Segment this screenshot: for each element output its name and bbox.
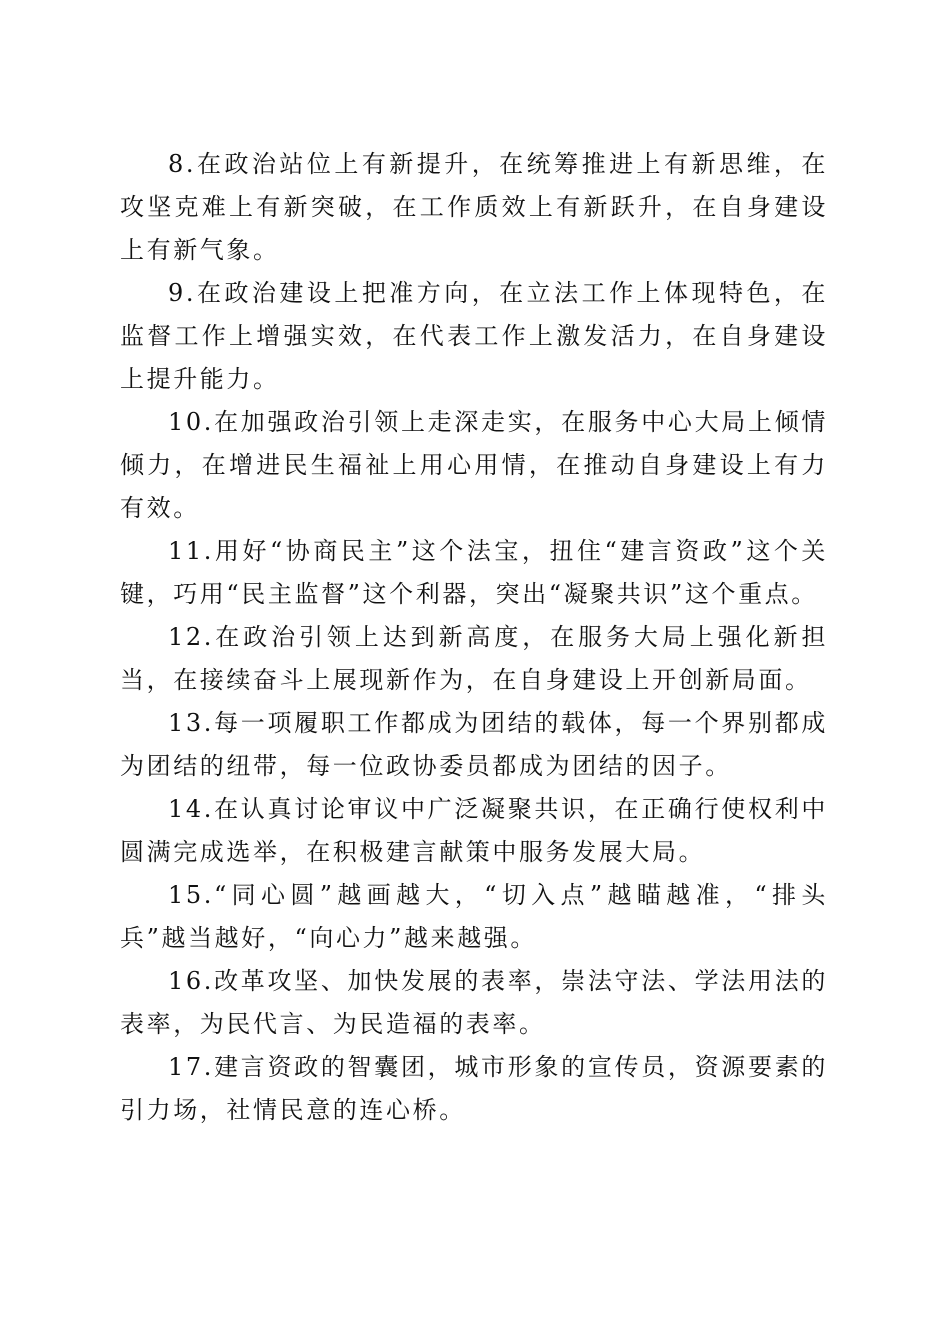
paragraph-12: 12.在政治引领上达到新高度，在服务大局上强化新担当，在接续奋斗上展现新作为，在自身建设上开创新局面。 — [120, 623, 828, 694]
paragraph-8: 8.在政治站位上有新提升，在统筹推进上有新思维，在攻坚克难上有新突破，在工作质效上有新跃升，在自身建设上有新气象。 — [120, 150, 828, 264]
paragraph-15: 15.“同心圆”越画越大，“切入点”越瞄越准，“排头兵”越当越好，“向心力”越来越强。 — [120, 881, 828, 952]
paragraph-16: 16.改革攻坚、加快发展的表率，崇法守法、学法用法的表率，为民代言、为民造福的表率。 — [120, 967, 828, 1038]
paragraph-9: 9.在政治建设上把准方向，在立法工作上体现特色，在监督工作上增强实效，在代表工作上激发活力，在自身建设上提升能力。 — [120, 279, 828, 393]
paragraph-11: 11.用好“协商民主”这个法宝，扭住“建言资政”这个关键，巧用“民主监督”这个利器，突出“凝聚共识”这个重点。 — [120, 537, 828, 608]
paragraph-14: 14.在认真讨论审议中广泛凝聚共识，在正确行使权利中圆满完成选举，在积极建言献策中服务发展大局。 — [120, 795, 828, 866]
paragraph-10: 10.在加强政治引领上走深走实，在服务中心大局上倾情倾力，在增进民生福祉上用心用情，在推动自身建设上有力有效。 — [120, 408, 828, 522]
paragraph-17: 17.建言资政的智囊团，城市形象的宣传员，资源要素的引力场，社情民意的连心桥。 — [120, 1053, 828, 1124]
document-body — [120, 143, 828, 1132]
paragraph-13: 13.每一项履职工作都成为团结的载体，每一个界别都成为团结的纽带，每一位政协委员都成为团结的因子。 — [120, 709, 828, 780]
